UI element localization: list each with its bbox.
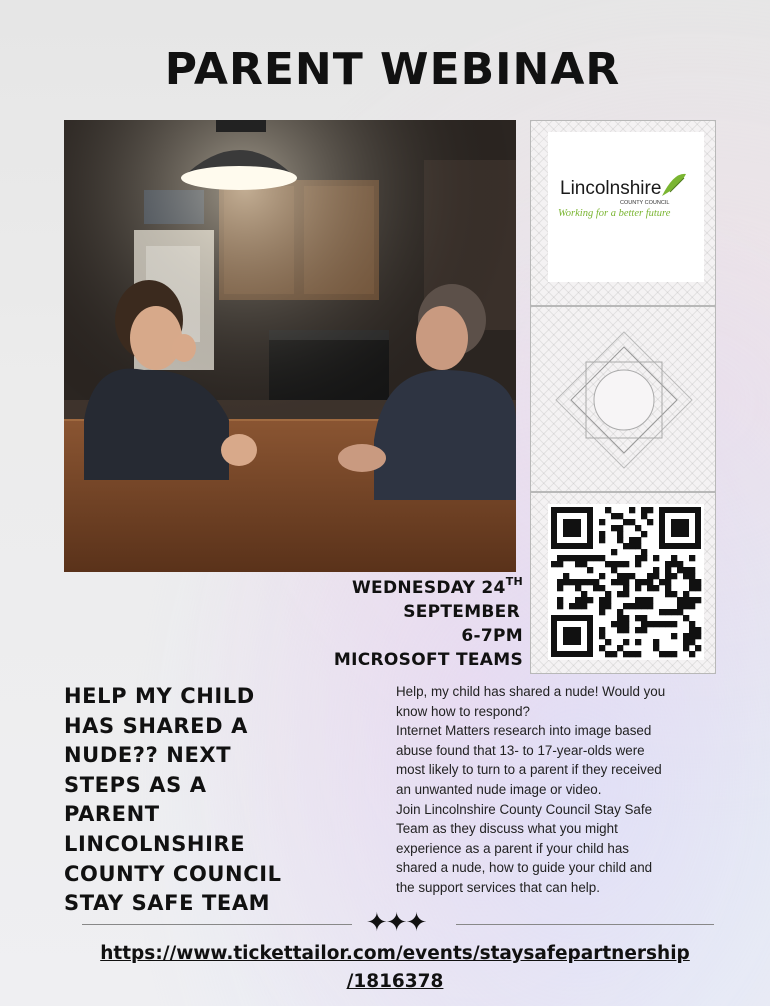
headline-line: HELP MY CHILD xyxy=(64,684,255,708)
event-platform: MICROSOFT TEAMS xyxy=(333,650,523,670)
page-title: PARENT WEBINAR xyxy=(164,44,621,95)
headline-line: LINCOLNSHIRE xyxy=(64,831,246,856)
event-day: WEDNESDAY 24 xyxy=(352,578,506,598)
event-day-suffix: TH xyxy=(505,575,523,588)
geometric-pattern xyxy=(531,307,717,493)
description-line: experience as a parent if your child has xyxy=(396,840,629,856)
description-line: shared a nude, how to guide your child and xyxy=(396,860,653,876)
description xyxy=(396,682,726,898)
headline xyxy=(64,682,364,919)
headline-line: STAY SAFE TEAM xyxy=(64,891,271,916)
qr-code-icon xyxy=(548,504,704,660)
headline-line: PARENT xyxy=(64,802,160,827)
headline-line: COUNTY COUNCIL xyxy=(64,861,282,886)
registration-link[interactable] xyxy=(0,940,770,996)
logo-sub: COUNTY COUNCIL xyxy=(620,200,670,206)
event-month: SEPTEMBER xyxy=(403,602,520,622)
logo-tagline: Working for a better future xyxy=(558,208,671,219)
description-line: Internet Matters research into image based xyxy=(396,723,652,739)
photo-illustration xyxy=(64,120,516,572)
leaf-icon xyxy=(660,170,688,200)
logo-name: Lincolnshire xyxy=(560,178,662,199)
description-line: Help, my child has shared a nude! Would you xyxy=(396,684,666,699)
registration-link-line2[interactable]: /1816378 xyxy=(346,971,444,992)
description-line: the support services that can help. xyxy=(396,879,600,895)
description-line: Team as they discuss what you might xyxy=(396,821,618,837)
event-time: 6-7PM xyxy=(461,626,523,646)
description-line: an unwanted nude image or video. xyxy=(396,781,602,797)
event-date xyxy=(352,575,523,598)
headline-line: NUDE?? NEXT xyxy=(64,743,232,768)
description-line: know how to respond? xyxy=(396,703,530,719)
qr-code[interactable] xyxy=(548,504,704,660)
divider-left xyxy=(82,924,352,925)
hero-photo xyxy=(64,120,516,572)
description-line: abuse found that 13- to 17-year-olds were xyxy=(396,742,645,758)
registration-link-line1[interactable]: https://www.tickettailor.com/events/staysafepartnership xyxy=(100,943,690,964)
council-logo xyxy=(548,132,704,282)
divider-right xyxy=(456,924,714,925)
pattern-frame xyxy=(530,306,716,492)
description-line: Join Lincolnshire County Council Stay Safe xyxy=(396,801,653,817)
sparkle-icon: ✦✦✦ xyxy=(366,908,426,938)
headline-line: STEPS AS A xyxy=(64,772,207,797)
headline-line: HAS SHARED A xyxy=(64,713,248,738)
description-line: most likely to turn to a parent if they received xyxy=(396,762,662,778)
